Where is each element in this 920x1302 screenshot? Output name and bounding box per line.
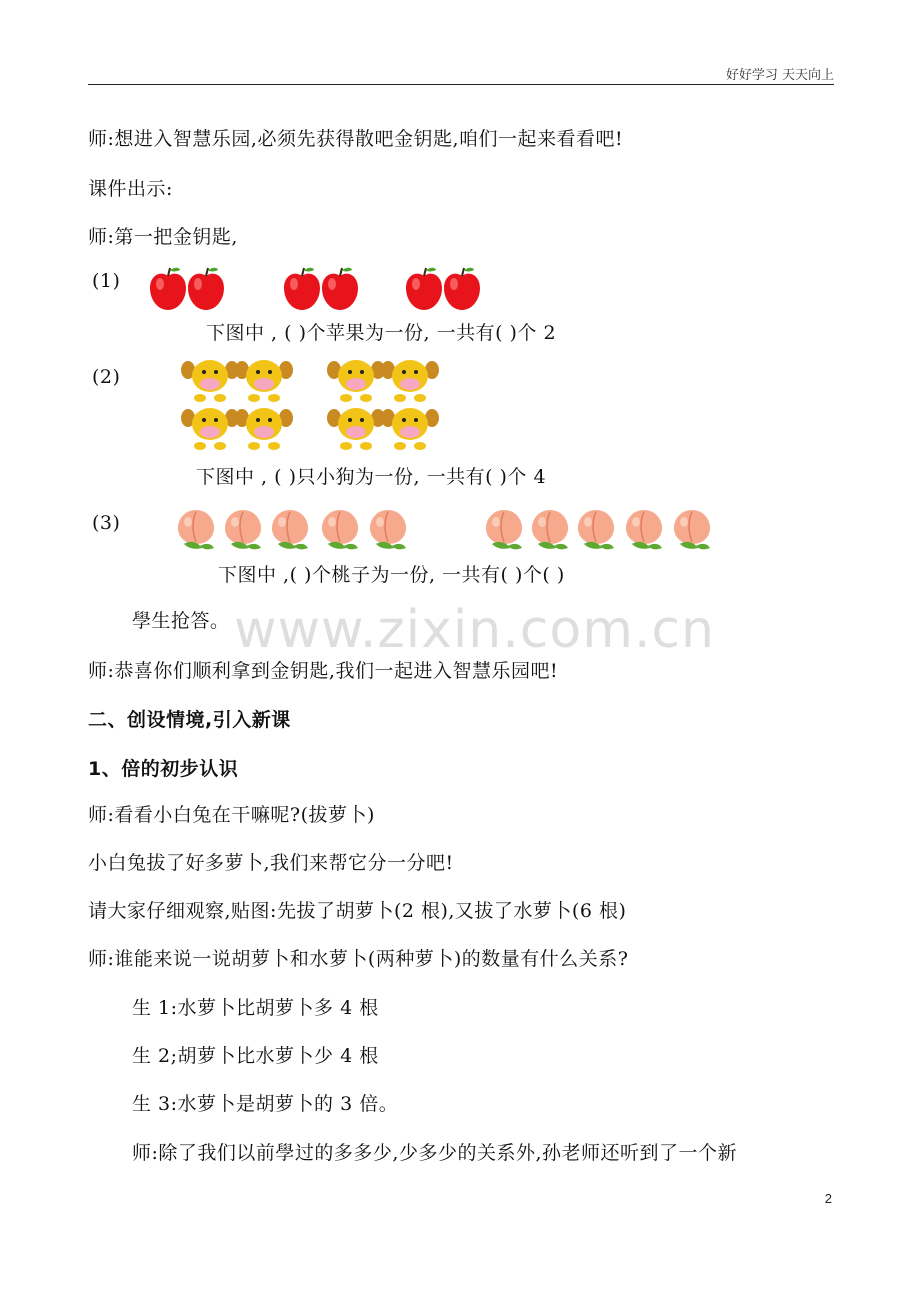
apple-icon bbox=[444, 268, 480, 310]
text-line-11: 生 2;胡萝卜比水萝卜少 4 根 bbox=[132, 1045, 379, 1067]
apple-icon bbox=[284, 268, 320, 310]
question-2-text: 下图中 , ( )只小狗为一份, 一共有( )个 4 bbox=[196, 466, 547, 488]
question-3-label: (3) bbox=[92, 512, 121, 534]
peach-icon bbox=[322, 510, 358, 549]
puppy-icon bbox=[181, 360, 239, 402]
peach-icon bbox=[178, 510, 214, 549]
peach-icon bbox=[272, 510, 308, 549]
peach-icon bbox=[578, 510, 614, 549]
section-heading: 二、创设情境,引入新课 bbox=[88, 709, 291, 731]
text-line-6: 师:看看小白兔在干嘛呢?(拔萝卜) bbox=[88, 804, 375, 826]
text-line-13: 师:除了我们以前學过的多多少,少多少的关系外,孙老师还听到了一个新 bbox=[132, 1142, 737, 1164]
puppy-icon bbox=[327, 360, 385, 402]
peach-icon bbox=[626, 510, 662, 549]
text-line-5: 师:恭喜你们顺利拿到金钥匙,我们一起进入智慧乐园吧! bbox=[88, 660, 559, 682]
text-line-10: 生 1:水萝卜比胡萝卜多 4 根 bbox=[132, 997, 379, 1019]
text-line-7: 小白兔拔了好多萝卜,我们来帮它分一分吧! bbox=[88, 852, 454, 874]
puppy-icon bbox=[235, 360, 293, 402]
page-number: 2 bbox=[824, 1191, 832, 1206]
question-2-label: (2) bbox=[92, 366, 121, 388]
text-line-1: 师:想进入智慧乐园,必须先获得散吧金钥匙,咱们一起来看看吧! bbox=[88, 128, 624, 150]
text-line-4: 學生抢答。 bbox=[132, 610, 230, 632]
peach-icon bbox=[674, 510, 710, 549]
peach-icon bbox=[486, 510, 522, 549]
peach-icon bbox=[370, 510, 406, 549]
text-line-12: 生 3:水萝卜是胡萝卜的 3 倍。 bbox=[132, 1093, 399, 1115]
watermark: www.zixin.com.cn bbox=[234, 600, 715, 660]
header-rule bbox=[88, 84, 834, 85]
question-1-text: 下图中 , ( )个苹果为一份, 一共有( )个 2 bbox=[206, 322, 557, 344]
text-line-3: 师:第一把金钥匙, bbox=[88, 226, 238, 248]
text-line-2: 课件出示: bbox=[88, 178, 173, 200]
puppy-icon bbox=[381, 408, 439, 450]
text-line-9: 师:谁能来说一说胡萝卜和水萝卜(两种萝卜)的数量有什么关系? bbox=[88, 948, 629, 970]
puppy-icon bbox=[181, 408, 239, 450]
apple-icon bbox=[188, 268, 224, 310]
question-3-text: 下图中 ,( )个桃子为一份, 一共有( )个( ) bbox=[218, 564, 565, 586]
puppy-icon bbox=[381, 360, 439, 402]
apple-icon bbox=[322, 268, 358, 310]
header-text: 好好学习 天天向上 bbox=[725, 68, 834, 83]
peach-icon bbox=[225, 510, 261, 549]
puppy-icon bbox=[327, 408, 385, 450]
puppy-icon bbox=[235, 408, 293, 450]
apple-groups-image bbox=[148, 262, 488, 312]
peach-groups-image bbox=[174, 504, 724, 550]
apple-icon bbox=[150, 268, 186, 310]
text-line-8: 请大家仔细观察,贴图:先拔了胡萝卜(2 根),又拔了水萝卜(6 根) bbox=[88, 900, 627, 922]
question-1-label: (1) bbox=[92, 270, 121, 292]
subsection-heading: 1、倍的初步认识 bbox=[88, 758, 239, 780]
peach-icon bbox=[532, 510, 568, 549]
apple-icon bbox=[406, 268, 442, 310]
puppy-groups-image bbox=[178, 356, 448, 454]
